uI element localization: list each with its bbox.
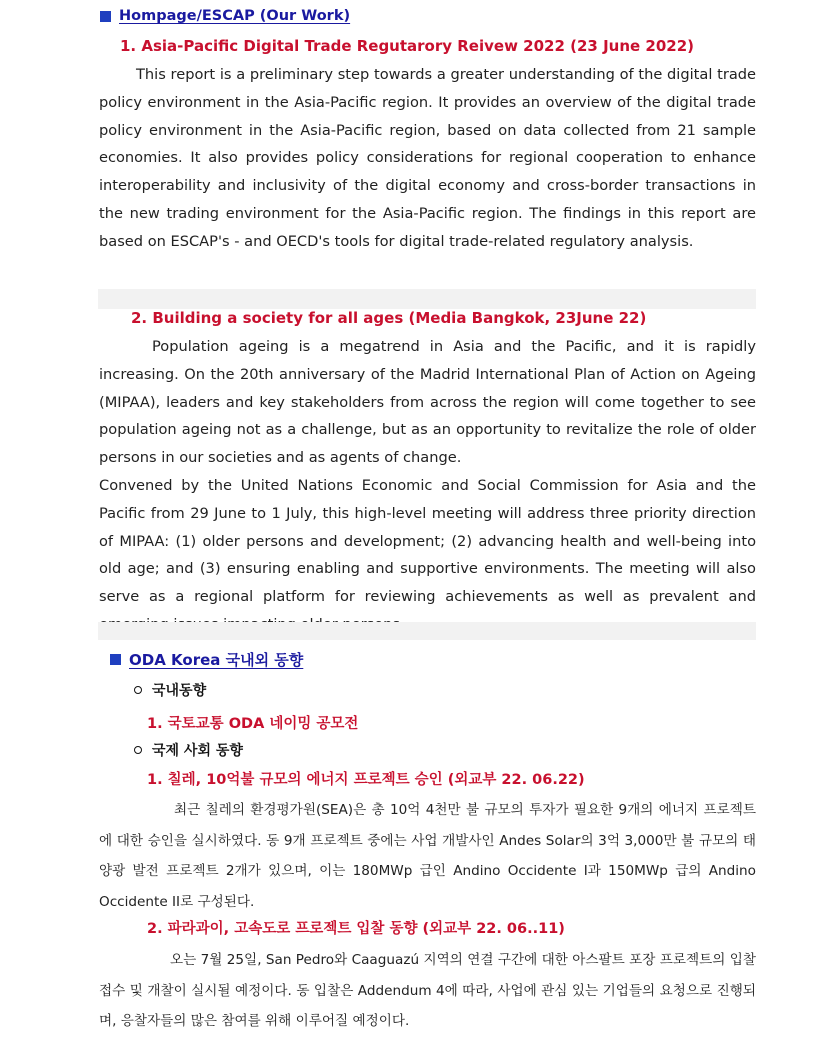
section-heading-escap (100, 8, 350, 24)
shaded-divider (98, 289, 756, 309)
section-title: ODA Korea 국내외 동향 (129, 651, 304, 669)
subheading-label: 국제 사회 동향 (152, 743, 243, 759)
square-bullet-icon (100, 11, 111, 22)
item-title-paraguay-highway: 2. 파라과이, 고속도로 프로젝트 입찰 동향 (외교부 22. 06..11) (147, 921, 565, 937)
circle-bullet-icon (134, 686, 142, 694)
shaded-divider (98, 622, 756, 640)
circle-bullet-icon (134, 746, 142, 754)
item-title-chile-energy: 1. 칠레, 10억불 규모의 에너지 프로젝트 승인 (외교부 22. 06.22) (147, 772, 585, 788)
square-bullet-icon (110, 654, 121, 665)
paragraph-society-ages: Population ageing is a megatrend in Asia and the Pacific, and it is rapidly increasing. On the 20th anniversary of the Madrid International Plan of Action on Ageing (MIPAA), leaders and key stakeholders from across the region will come together to see population ageing not as a challenge, but as an opportunity to revitalize the role of older persons in our societies and as agents of change. (99, 338, 756, 467)
subheading-domestic (134, 680, 206, 700)
section-title: Hompage/ESCAP (Our Work) (119, 8, 351, 24)
subheading-label: 국내동향 (152, 683, 207, 699)
item-title-naming-contest: 1. 국토교통 ODA 네이밍 공모전 (147, 716, 359, 732)
paragraph-digital-trade: This report is a preliminary step towards a greater understanding of the digital trade policy environment in the Asia-Pacific region. It provides an overview of the digital trade policy environment in the Asia-Pacific region, based on data collected from 21 sample economies. It also provides policy considerations for regional cooperation to enhance interoperability and inclusivity of the digital economy and cross-border transactions in the new trading environment for the Asia-Pacific region. The findings in this report are based on ESCAP's - and OECD's tools for digital trade-related regulatory analysis. (99, 66, 756, 250)
paragraph-chile-energy: 최근 칠레의 환경평가원(SEA)은 총 10억 4천만 불 규모의 투자가 필요한 9개의 에너지 프로젝트에 대한 승인을 실시하였다. 동 9개 프로젝트 중에는 사업 개발사인 Andes Solar의 3억 3,000만 불 규모의 태양광 발전 프로젝트 2개가 있으며, 이는 180MWp 급인 Andino Occidente I과 150MWp 급의 Andino Occidente II로 구성된다. (99, 802, 756, 910)
item-title-society-ages: 2. Building a society for all ages (Media Bangkok, 23June 22) (131, 309, 647, 327)
paragraph-paraguay-highway: 오는 7월 25일, San Pedro와 Caaguazú 지역의 연결 구간에 대한 아스팔트 포장 프로젝트의 입찰 접수 및 개찰이 실시될 예정이다. 동 입찰은 Addendum 4에 따라, 사업에 관심 있는 기업들의 요청으로 진행되며, 응찰자들의 많은 참여를 위해 이루어질 예정이다. (99, 952, 756, 1029)
paragraph-mipaa-meeting: Convened by the United Nations Economic and Social Commission for Asia and the Pacific from 29 June to 1 July, this high-level meeting will address three priority direction of MIPAA: (1) older persons and development; (2) advancing health and well-being into old age; and (3) ensuring enabling and supportive environments. The meeting will also serve as a regional platform for reviewing achievements as well as prevalent and (99, 477, 756, 606)
subheading-international (134, 740, 243, 760)
item-title-digital-trade: 1. Asia-Pacific Digital Trade Regutarory Reivew 2022 (23 June 2022) (120, 37, 695, 55)
section-heading-oda-korea (110, 649, 303, 670)
